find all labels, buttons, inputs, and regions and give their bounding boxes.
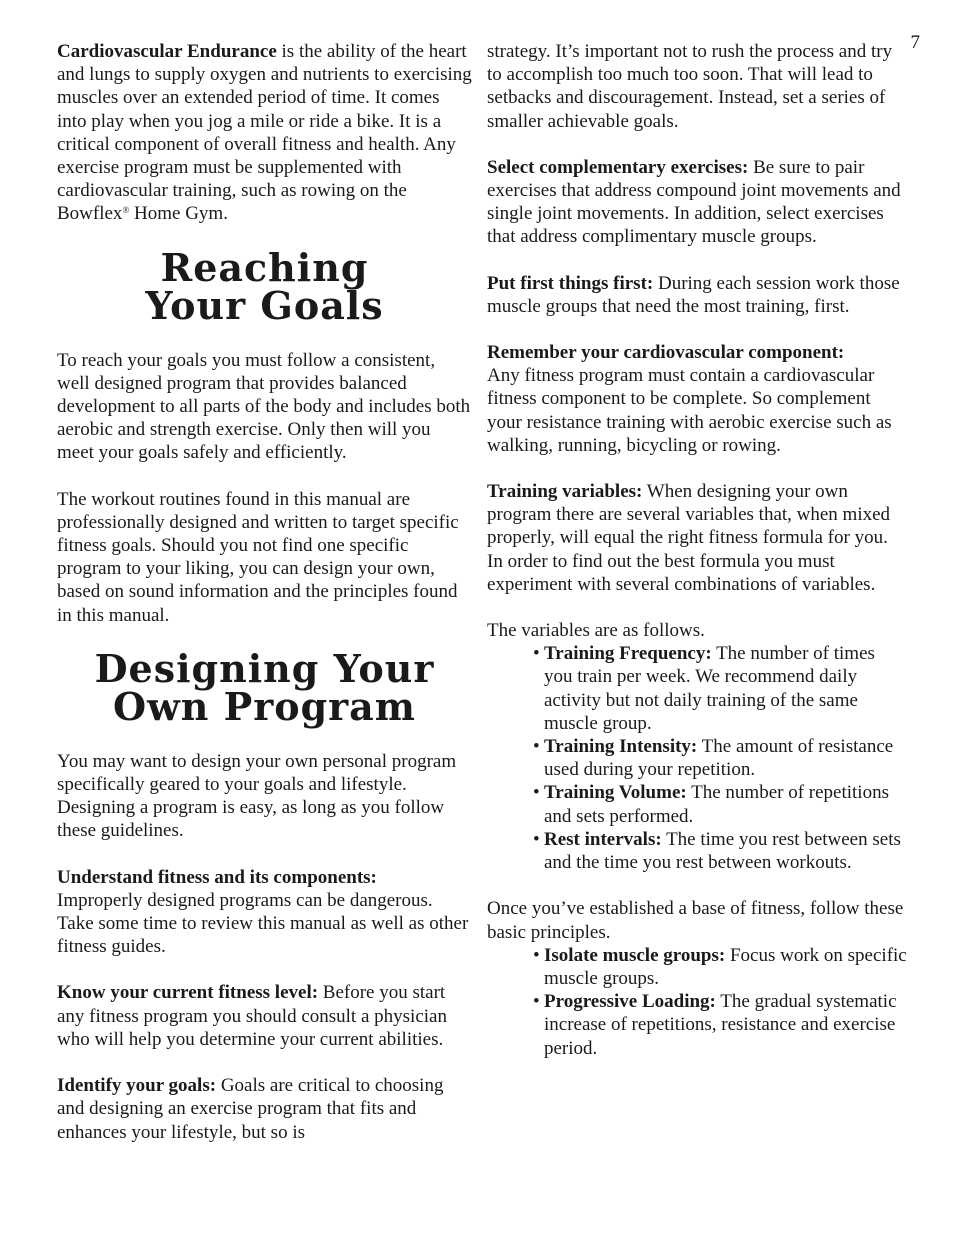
variables-list bbox=[487, 642, 907, 874]
list-item: • Training Intensity: The amount of resistance used during your repetition. bbox=[533, 736, 894, 781]
registered-mark: ® bbox=[122, 205, 130, 216]
list-item: • Isolate muscle groups: Focus work on specific muscle groups. bbox=[533, 944, 907, 989]
principles-intro: Once you’ve established a base of fitness, follow these basic principles. bbox=[487, 898, 904, 943]
list-item: • Progressive Loading: The gradual systematic increase of repetitions, resistance and exercise period. bbox=[533, 991, 897, 1059]
heading-designing-program: Designing Your Own Program bbox=[94, 645, 435, 729]
goals-paragraph-2: The workout routines found in this manual are professionally designed and written to target specific fitness goals. Should you not find one specific program to your liking, you can design your own, based on sound information and the principles found in this manual. bbox=[57, 488, 459, 626]
select-paragraph: Select complementary exercises: Be sure to pair exercises that address compound joint movements and single joint movements. In addition, select exercises that address complimentary muscle groups. bbox=[487, 156, 901, 248]
list-item: • Rest intervals: The time you rest between sets and the time you rest between workouts. bbox=[533, 828, 901, 874]
right-column bbox=[487, 40, 907, 1083]
variables-paragraph: Training variables: When designing your own program there are several variables that, when mixed properly, will equal the right fitness formula for you. In order to find out the best formula you must experiment with several combinations of variables. bbox=[487, 481, 891, 595]
remember-paragraph: Remember your cardiovascular component: Any fitness program must contain a cardiovascular fitness component to be complete. So complement your resistance training with aerobic exercise such as walking, running, bicycling or rowing. bbox=[487, 342, 892, 456]
identify-paragraph: Identify your goals: Goals are critical to choosing and designing an exercise program that fits and enhances your lifestyle, but so is bbox=[57, 1075, 444, 1143]
list-item: • Training Volume: The number of repetitions and sets performed. bbox=[533, 782, 889, 827]
left-column bbox=[57, 40, 472, 1167]
know-paragraph: Know your current fitness level: Before you start any fitness program you should consult a physician who will help you determine your current abilities. bbox=[57, 982, 447, 1050]
strategy-paragraph: strategy. It’s important not to rush the process and try to accomplish too much too soon. That will lead to setbacks and discouragement. Instead, set a series of smaller achievable goals. bbox=[487, 41, 893, 132]
first-paragraph: Put first things first: During each session work those muscle groups that need the most training, first. bbox=[487, 272, 900, 317]
principles-list bbox=[487, 944, 907, 1060]
variables-intro: The variables are as follows. bbox=[487, 620, 705, 642]
goals-paragraph-1: To reach your goals you must follow a consistent, well designed program that provides balanced development to all parts of the body and includes both aerobic and strength exercise. Only then will you meet your goals safely and efficiently. bbox=[57, 349, 471, 464]
cardio-paragraph: Cardiovascular Endurance is the ability of the heart and lungs to supply oxygen and nutrients to exercising muscles over an extended period of time. It comes into play when you jog a mile or ride a bike. It is a critical component of overall fitness and health. Any exercise program must be supplemented with cardiovascular training, such as rowing on the Bowflex® Home Gym. bbox=[57, 41, 472, 225]
cardio-term: Cardiovascular Endurance bbox=[57, 41, 277, 62]
heading-reaching-goals: Reaching Your Goals bbox=[145, 244, 384, 328]
page-number: 7 bbox=[910, 32, 920, 53]
list-item: • Training Frequency: The number of times you train per week. We recommend daily activity but not daily training of the same muscle group. bbox=[533, 643, 875, 734]
design-paragraph-1: You may want to design your own personal program specifically geared to your goals and lifestyle. Designing a program is easy, as long as you follow these guidelines. bbox=[57, 750, 457, 842]
understand-paragraph: Understand fitness and its components: Improperly designed programs can be dangerous. Take some time to review this manual as well as other fitness guides. bbox=[57, 866, 469, 958]
